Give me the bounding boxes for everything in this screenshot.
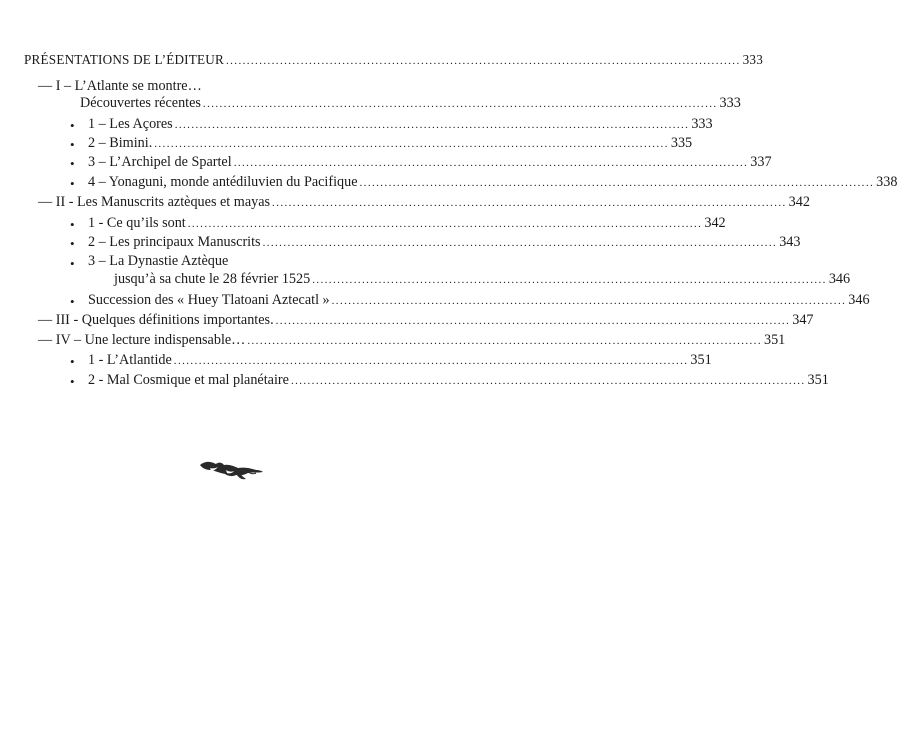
toc-heading-page: 333	[742, 52, 763, 67]
dot-leader: ............................................................................................................................	[312, 274, 827, 286]
dot-leader: ............................................................................................................................	[290, 375, 806, 387]
toc-entry	[88, 292, 870, 310]
bullet-icon: •	[70, 137, 75, 152]
toc-entry	[88, 154, 772, 172]
dot-leader: ............................................................................................................................	[272, 197, 787, 209]
bullet-icon: •	[70, 118, 75, 133]
toc-entry-label: 2 – Les principaux Manuscrits	[88, 234, 261, 250]
toc-entry-page: 351	[690, 352, 712, 368]
toc-entry	[88, 234, 801, 252]
toc-entry-label: jusqu’à sa chute le 28 février 1525	[114, 271, 311, 287]
dot-leader: ............................................................................................................................	[226, 55, 741, 67]
toc-section-title: — I – L’Atlante se montre…	[38, 78, 202, 94]
toc-entry	[80, 95, 741, 113]
dot-leader: ............................................................................................................................	[233, 157, 749, 169]
toc-entry	[88, 352, 712, 370]
toc-heading-title: PRÉSENTATIONS DE L’ÉDITEUR	[24, 52, 224, 67]
toc-entry-page: 346	[848, 292, 870, 308]
toc-entry	[88, 116, 713, 134]
dot-leader: ............................................................................................................................	[202, 98, 718, 110]
toc-entry-label: — III - Quelques définitions importantes.	[38, 312, 274, 328]
toc-entry-page: 342	[788, 194, 810, 210]
toc-section	[38, 332, 786, 350]
dot-leader: ............................................................................................................................	[275, 315, 791, 327]
toc-entry-title: 3 – La Dynastie Aztèque	[88, 253, 229, 269]
bullet-icon: •	[70, 156, 75, 171]
toc-entry-page: 342	[704, 215, 726, 231]
toc-entry-label: 1 – Les Açores	[88, 116, 173, 132]
toc-entry-page: 351	[763, 332, 786, 348]
toc-section	[38, 194, 810, 212]
dot-leader: ............................................................................................................................	[187, 218, 703, 230]
toc-entry	[88, 174, 897, 192]
toc-entry-label: 3 – L’Archipel de Spartel	[88, 154, 232, 170]
bullet-icon: •	[70, 354, 75, 369]
ornament-icon	[198, 456, 264, 482]
toc-entry-label: 1 - Ce qu’ils sont	[88, 215, 186, 231]
bullet-icon: •	[70, 176, 75, 191]
toc-entry-page: 346	[828, 271, 851, 287]
toc-entry	[88, 215, 726, 233]
toc-entry-page: 351	[807, 372, 829, 388]
toc-entry-label: — IV – Une lecture indispensable…	[38, 332, 246, 348]
bullet-icon: •	[70, 236, 75, 251]
toc-entry-label: 4 – Yonaguni, monde antédiluvien du Pacifique	[88, 174, 358, 190]
toc-entry-label: — II - Les Manuscrits aztèques et mayas	[38, 194, 271, 210]
toc-entry-page: 333	[691, 116, 713, 132]
toc-entry	[114, 271, 851, 289]
dot-leader: ............................................................................................................................	[359, 177, 875, 189]
toc-entry-page: 338	[876, 174, 897, 190]
toc-section	[38, 312, 814, 330]
toc-entry-label: 2 - Mal Cosmique et mal planétaire	[88, 372, 289, 388]
toc-entry-page: 347	[792, 312, 814, 328]
bullet-icon: •	[70, 374, 75, 389]
dot-leader: ............................................................................................................................	[173, 355, 689, 367]
toc-entry-page: 333	[719, 95, 741, 111]
dot-leader: ............................................................................................................................	[174, 119, 690, 131]
toc-entry-page: 337	[750, 154, 772, 170]
toc-entry-label: 2 – Bimini.	[88, 135, 153, 151]
bullet-icon: •	[70, 294, 75, 309]
dot-leader: ............................................................................................................................	[262, 237, 778, 249]
toc-entry	[88, 372, 829, 390]
toc-entry	[88, 135, 693, 153]
toc-entry-page: 343	[779, 234, 801, 250]
bullet-icon: •	[70, 256, 75, 271]
bullet-icon: •	[70, 217, 75, 232]
dot-leader: ............................................................................................................................	[331, 295, 847, 307]
toc-entry-page: 335	[670, 135, 693, 151]
toc-entry-label: 1 - L’Atlantide	[88, 352, 172, 368]
dot-leader: ............................................................................................................................	[247, 335, 762, 347]
toc-entry-label: Découvertes récentes	[80, 95, 201, 111]
toc-entry-label: Succession des « Huey Tlatoani Aztecatl »	[88, 292, 330, 308]
dot-leader: ............................................................................................................................	[154, 138, 669, 150]
toc-heading	[24, 51, 763, 70]
